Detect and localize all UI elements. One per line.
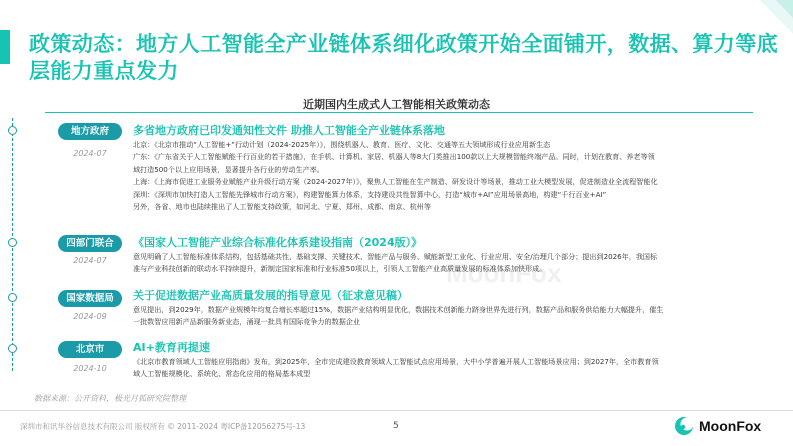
section-subtitle: 近期国内生成式人工智能相关政策动态 xyxy=(303,98,490,111)
section-heading: 多省地方政府已印发通知性文件 助推人工智能全产业链体系落地 xyxy=(133,124,445,137)
body-line: 域人工智能规模化、系统化、常态化应用的格局基本成型 xyxy=(133,369,311,379)
watermark: MoonFox xyxy=(446,258,562,288)
section-heading: 《国家人工智能产业综合标准化体系建设指南（2024版）》 xyxy=(133,236,423,249)
section-badge: 四部门联合 xyxy=(58,235,122,252)
logo-text: MoonFox xyxy=(699,418,762,434)
body-line: 一批数智应用新产品新服务新业态，涌现一批具有国际竞争力的数据企业 xyxy=(133,317,360,327)
section-date: 2024-07 xyxy=(73,256,107,265)
timeline-dot-icon xyxy=(8,126,17,135)
corner-ornament-icon xyxy=(740,0,793,34)
section-body xyxy=(133,139,773,213)
copyright-text: 深圳市和讯华谷信息技术有限公司 版权所有 © 2011-2024 粤ICP备12056275号-13 xyxy=(20,422,306,431)
subtitle-divider xyxy=(45,112,753,113)
section-body xyxy=(133,356,773,381)
section-badge: 北京市 xyxy=(58,341,122,358)
timeline-dot-icon xyxy=(8,344,17,353)
body-line: 北京：《北京市推动“人工智能+”行动计划（2024-2025年）》，围绕机器人、教育、医疗、文化、交通等五大领域形成行业应用新生态 xyxy=(133,140,551,149)
section-heading: 关于促进数据产业高质量发展的指导意见（征求意见稿） xyxy=(133,289,408,302)
section-date: 2024-10 xyxy=(73,364,107,373)
body-line: 上海：《上海市促进工业服务业赋能产业升级行动方案（2024-2027年）》，聚焦人工智能在生产制造、研发设计等场景，推动工业大模型发展，促进制造业全流程智能化 xyxy=(133,177,658,187)
body-line: 另外，各省、地市也陆续推出了人工智能支持政策，如河北、宁夏、郑州、成都、南京、杭州等 xyxy=(133,202,431,212)
section-badge: 国家数据局 xyxy=(58,290,122,307)
timeline-dot-icon xyxy=(8,238,17,247)
section-badge: 地方政府 xyxy=(58,123,122,140)
title-accent-bar xyxy=(0,30,10,64)
source-note: 数据来源：公开资料，极光月狐研究院整理 xyxy=(34,394,186,403)
timeline-dot-icon xyxy=(8,293,17,302)
footer-divider xyxy=(0,410,793,411)
body-line: 广东：《广东省关于人工智能赋能千行百业的若干措施》，在手机、计算机、家居、机器人等8大门类推出100款以上大规模智能终端产品。同时，计划在教育、养老等领 xyxy=(133,152,655,162)
body-line: 域打造500个以上应用场景，显著提升各行业的劳动生产率。 xyxy=(133,164,324,174)
page-number: 5 xyxy=(393,421,399,431)
section-heading: AI+教育再提速 xyxy=(133,341,210,354)
body-line: 意见明确了人工智能标准体系结构，包括基础共性、基础支撑、关键技术、智能产品与服务、赋能新型工业化、行业应用、安全/治理几个部分；提出到2026年，我国标 xyxy=(133,252,658,261)
body-line: 准与产业科技创新的联动水平持续提升，新制定国家标准和行业标准50项以上，引领人工智能产业高质量发展的标准体系加快形成。 xyxy=(133,264,547,274)
section-date: 2024-09 xyxy=(73,312,107,321)
body-line: 深圳：《深圳市加快打造人工智能先锋城市行动方案》，构建智能算力体系，支持建设共性智算中心，打造“城市+AI”应用场景高地，构建“千行百业+AI” xyxy=(133,189,607,199)
page-title: 政策动态：地方人工智能全产业链体系细化政策开始全面铺开，数据、算力等底层能力重点发力 xyxy=(29,32,778,83)
moonfox-logo-icon xyxy=(674,416,694,436)
brand-logo xyxy=(674,415,761,437)
section-date: 2024-07 xyxy=(73,149,107,158)
body-line: 《北京市教育领域人工智能应用指南》发布，到2025年，全市完成建设教育领域人工智能试点应用场景，大中小学普遍开展人工智能场景应用；到2027年，全市教育领 xyxy=(133,357,659,366)
section-body xyxy=(133,304,773,329)
body-line: 意见提出，到2029年，数据产业规模年均复合增长率超过15%，数据产业结构明显优化，数据技术创新能力跻身世界先进行列，数据产品和服务供给能力大幅提升，催生 xyxy=(133,305,664,314)
